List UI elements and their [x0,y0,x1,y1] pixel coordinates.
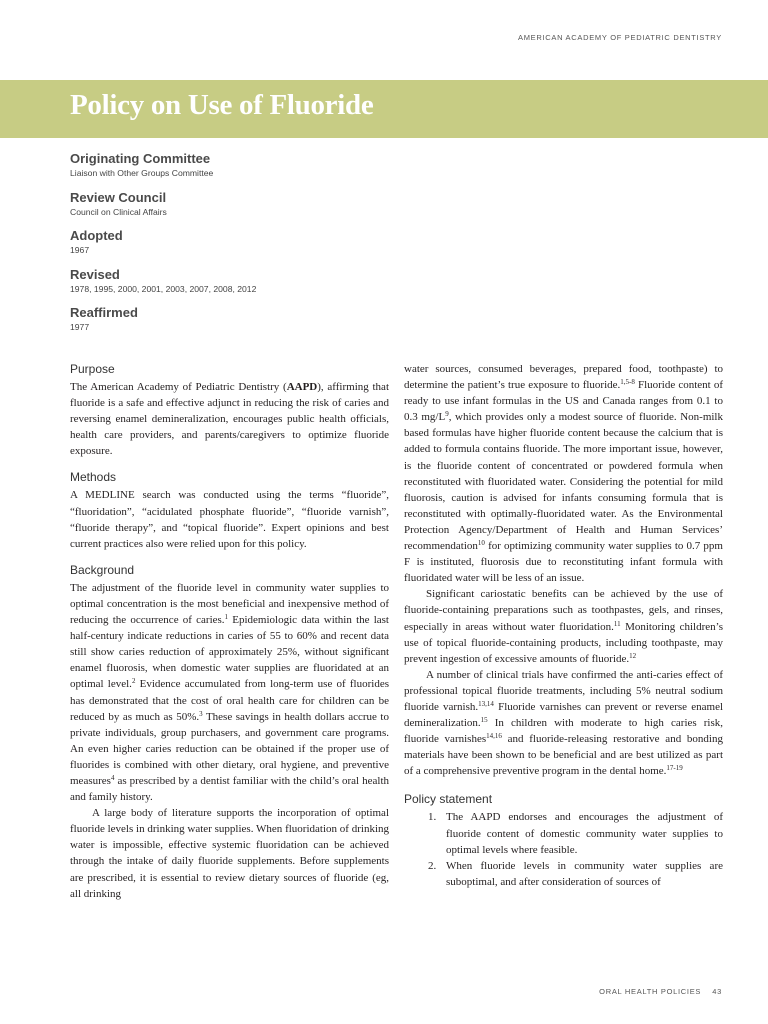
page-title: Policy on Use of Fluoride [70,89,374,121]
methods-paragraph: A MEDLINE search was conducted using the terms “fluoride”, “fluoridation”, “acidulated phosphate fluoride”, “fluoride varnish”, “fluoride therapy”, and “topical fluoride”. Expert opinions and best current practices also were relied upon for this policy. [70,489,389,550]
background-paragraph-2-continued: water sources, consumed beverages, prepared food, toothpaste) to determine the patient’s true exposure to fluoride.$^{1,5-8}$ Fluoride content of ready to use infant formulas in the US and Canada ranges from 0.1 to 0.3 mg/L$^9$, which provides only a modest source of fluoride. Non-milk based formulas have higher fluoride content because the calcium that is added to formula contains fluoride. The more important issue, however, is the fluoride content of concentrated or powdered formula when reconstituted with fluoridated water. Considering the potential for mild fluorosis, caution is advised for infants consuming formula that is reconstituted with optimally-fluoridated water. As the Environmental Protection Agency/Department of Health and Human Services’ recommendation$^{10}$ for optimizing community water supplies to 0.7 ppm F is instituted, fluorosis due to reconstituting infant formula with fluoridated water will be less of an issue. [404,363,723,585]
citation-ref: 15 [480,716,488,725]
meta-heading: Review Council [70,189,167,205]
background-paragraph-2: A large body of literature supports the incorporation of optimal fluoride levels in drinking water supplies. When fluoridation of drinking water is impossible, effective systemic fluoridation can be achieved through the intake of daily fluoride supplements. Before supplements are prescribed, it is essential to review dietary sources of fluoride (eg, all drinking [70,807,389,900]
meta-value: Liaison with Other Groups Committee [70,168,214,178]
section-heading-policy-statement: Policy statement [404,792,493,807]
meta-value: 1977 [70,322,90,332]
meta-value: 1967 [70,245,90,255]
background-paragraph-3: Significant cariostatic benefits can be achieved by the use of fluoride-containing preparations such as toothpastes, gels, and rinses, especially in areas without water fluoridation.$^{11}$ Monitoring children’s use of topical fluoride-containing products, including toothpaste, may prevent ingestion of excessive amounts of fluoride.$^{12}$ [404,588,723,665]
policy-item-number: 1. [428,811,437,824]
policy-metadata [70,150,470,343]
policy-list [404,809,723,889]
citation-ref: 9 [445,410,449,419]
citation-ref: 13,14 [478,699,494,708]
section-heading-purpose: Purpose [70,362,115,376]
citation-ref: 12 [629,651,637,660]
page-footer: ORAL HEALTH POLICIES 43 [599,987,722,996]
citation-ref: 17-19 [666,764,683,773]
citation-ref: 1,5-8 [620,378,635,387]
policy-item-number: 2. [428,859,437,872]
citation-ref: 10 [477,539,485,548]
meta-heading: Reaffirmed [70,305,138,320]
left-column [70,361,389,902]
citation-ref: 11 [613,619,621,628]
policy-item: 1. The AAPD endorses and encourages the adjustment of fluoride content of domestic community water supplies to optimal levels where feasible. [428,811,723,856]
citation-ref: 2 [131,677,136,686]
meta-adopted [70,227,470,266]
right-column [404,361,723,890]
purpose-paragraph: The American Academy of Pediatric Dentistry (AAPD), affirming that fluoride is a safe and effective adjunct in reducing the risk of caries and reversing enamel demineralization, encourages public health officials, health care providers, and parents/caregivers to optimize fluoride exposure. [70,381,389,458]
policy-item: 2. When fluoride levels in community water supplies are suboptimal, and after consideration of sources of [428,859,723,888]
meta-heading: Revised [70,266,120,282]
citation-ref: 14,16 [486,732,502,741]
running-head: AMERICAN ACADEMY OF PEDIATRIC DENTISTRY [518,33,722,42]
citation-ref: 4 [110,773,115,782]
aapd-abbreviation: AAPD [286,381,318,393]
section-heading-methods: Methods [70,470,117,485]
citation-ref: 3 [199,709,203,718]
meta-value: 1978, 1995, 2000, 2001, 2003, 2007, 2008, 2012 [70,283,257,294]
meta-review-council [70,189,470,228]
background-paragraph-1: The adjustment of the fluoride level in community water supplies to optimal concentration is the most beneficial and inexpensive method of reducing the occurrence of caries.$^1$ Epidemiologic data within the last half-century indicate reductions in caries of 55 to 60% and recent data still show caries reduction of approximately 25%, without significant enamel fluorosis, when domestic water supplies are fluoridated at an optimal level.$^2$ Evidence accumulated from long-term use of fluorides has demonstrated that the cost of oral health care for children can be reduced by as much as 50%.$^3$ These savings in health dollars accrue to private individuals, group purchasers, and government care programs. An even higher caries reduction can be obtained if the proper use of fluorides is combined with other dietary, oral hygiene, and preventive measures$^4$ as prescribed by a dentist familiar with the child’s oral health and family history. [70,581,389,804]
section-heading-background: Background [70,562,135,577]
meta-revised [70,266,470,305]
meta-heading: Adopted [70,228,123,243]
meta-value: Council on Clinical Affairs [70,206,167,217]
meta-originating-committee [70,150,470,189]
background-paragraph-4: A number of clinical trials have confirmed the anti-caries effect of professional topical fluoride treatments, including 5% neutral sodium fluoride varnish.$^{13,14}$ Fluoride varnishes can prevent or reverse enamel demineralization.$^{15}$ In children with moderate to high caries risk, fluoride varnishes$^{14,16}$ and fluoride-releasing restorative and bonding materials have been shown to be beneficial and are best utilized as part of a comprehensive preventive program in the dental home.$^{17-19}$ [404,668,724,778]
meta-heading: Originating Committee [70,151,211,166]
citation-ref: 1 [224,613,229,622]
meta-reaffirmed [70,304,470,343]
